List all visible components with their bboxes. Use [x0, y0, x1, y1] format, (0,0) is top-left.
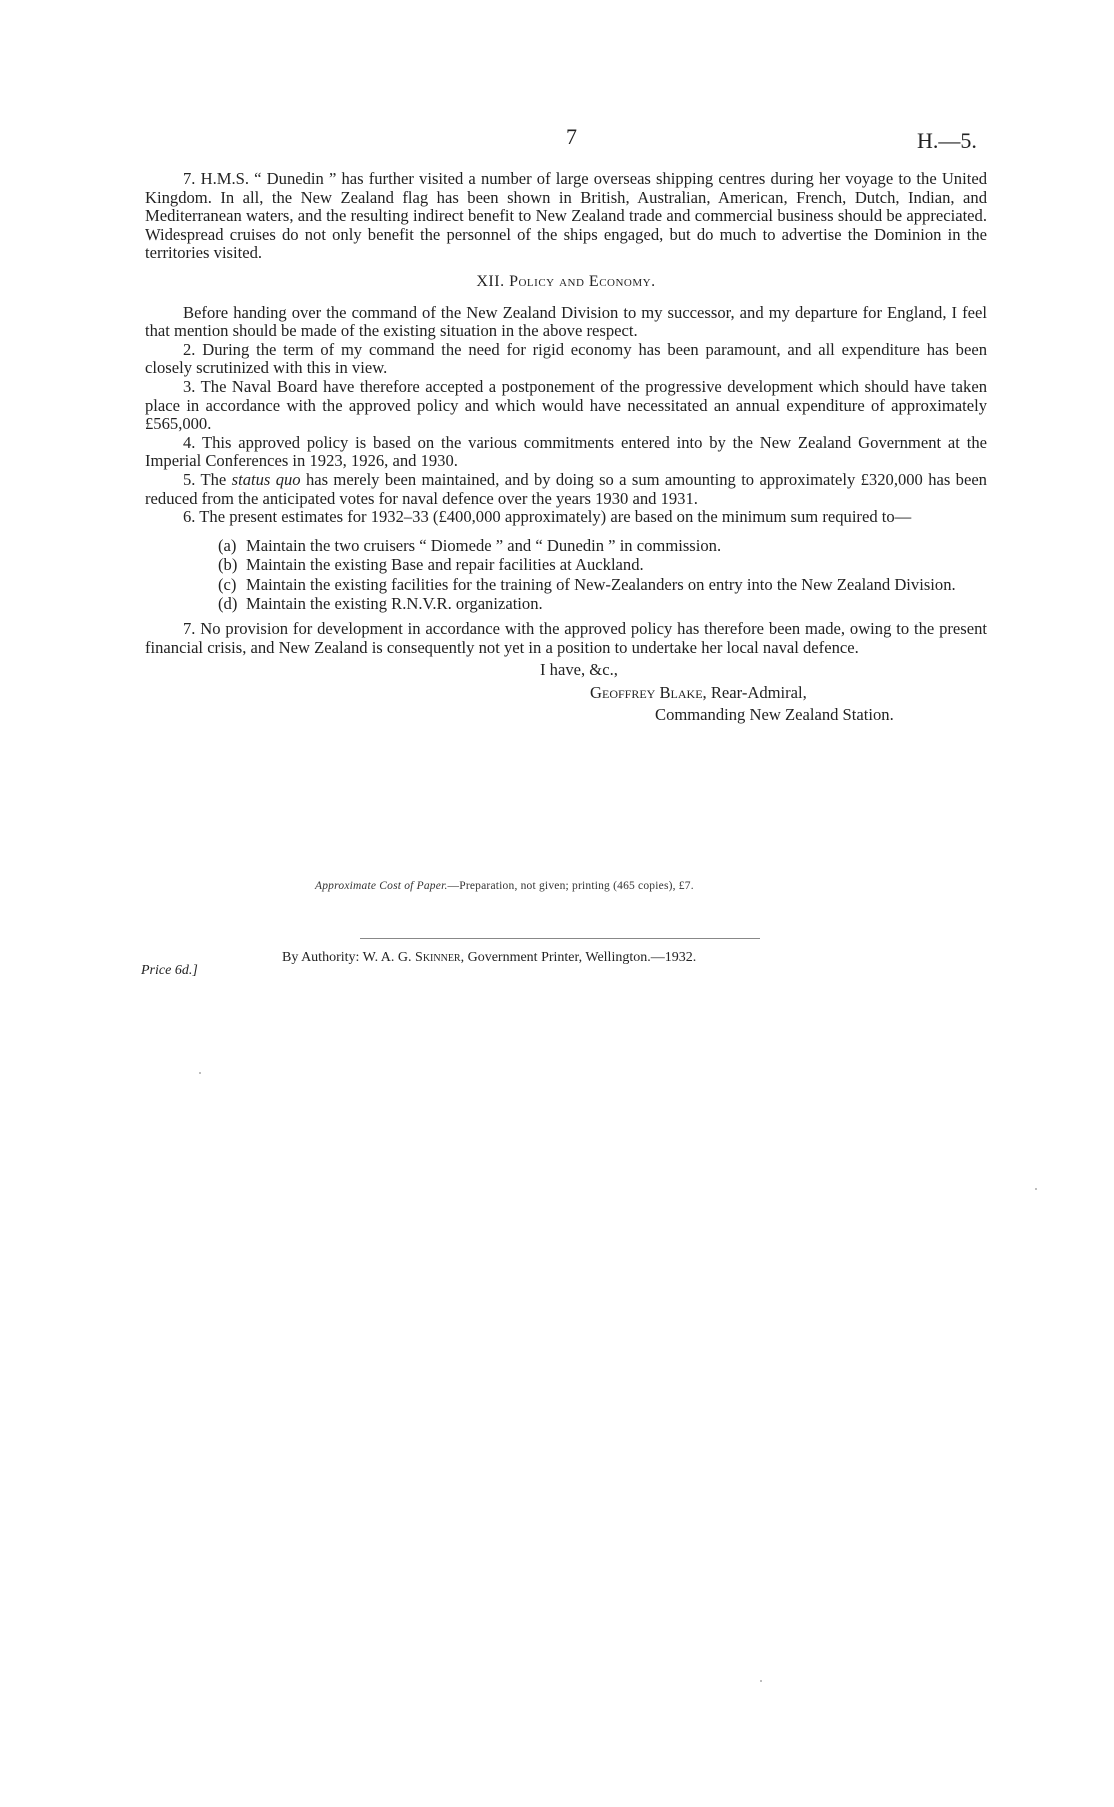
list-item-text: Maintain the existing R.N.V.R. organization. [246, 594, 543, 614]
signatory-name: Geoffrey Blake [590, 682, 703, 702]
paragraph-5-rest: has merely been maintained, and by doing so a sum amounting to approximately £320,000 has been reduced from the anticipated votes for naval defence over the years 1930 and 1931. [145, 469, 987, 508]
paragraph-intro: Before handing over the command of the New Zealand Division to my successor, and my departure for England, I feel that mention should be made of the existing situation in the above respect. [145, 302, 987, 341]
authority-start: By Authority: W. A. G. [282, 950, 412, 965]
paragraph-2: 2. During the term of my command the need for rigid economy has been paramount, and all expenditure has been closely scrutinized with this in view. [145, 339, 987, 378]
list-item [145, 576, 987, 595]
printer-authority [282, 950, 696, 966]
list-item [145, 556, 987, 575]
list-item [145, 537, 987, 556]
scan-speck [1035, 1188, 1037, 1190]
scan-speck [199, 1072, 201, 1074]
document-reference: H.—5. [917, 128, 977, 153]
authority-end: , Government Printer, Wellington.—1932. [460, 950, 697, 965]
signatory [145, 684, 987, 703]
cost-label: Approximate Cost of Paper. [315, 880, 448, 892]
page-number: 7 [566, 124, 577, 149]
list-item-text: Maintain the existing Base and repair facilities at Auckland. [246, 555, 644, 575]
list-item-label: (a) [218, 535, 237, 555]
paragraph-7-hms-dunedin: 7. H.M.S. “ Dunedin ” has further visited a number of large overseas shipping centres during her voyage to the United Kingdom. In all, the New Zealand flag has been shown in British, Australian, American, French, Dutch, Indian, and Mediterranean waters, and the resulting indirect benefit to New Zealand trade and commercial business should be appreciated. Widespread cruises do not only benefit the personnel of the ships engaged, but do much to advertise the Dominion in the territories visited. [145, 169, 987, 263]
paragraph-3: 3. The Naval Board have therefore accepted a postponement of the progressive development which should have taken place in accordance with the approved policy and which would have necessitated an annual expenditure of approximately £565,000. [145, 376, 987, 434]
section-number: XII. [476, 272, 505, 290]
list-item [145, 595, 987, 614]
list-item-label: (b) [218, 555, 238, 575]
paragraph-5-italic: status quo [231, 469, 301, 489]
section-heading [145, 273, 987, 292]
document-body [145, 170, 987, 729]
list-item-text: Maintain the existing facilities for the training of New-Zealanders on entry into the New Zealand Division. [246, 574, 956, 594]
price-note: Price 6d.] [141, 963, 198, 978]
list-item-text: Maintain the two cruisers “ Diomede ” and “ Dunedin ” in commission. [246, 535, 722, 555]
requirements-list [145, 537, 987, 614]
printer-name: Skinner [415, 950, 461, 965]
signatory-station: Commanding New Zealand Station. [655, 705, 894, 725]
list-item-label: (c) [218, 574, 237, 594]
salutation: I have, &c., [540, 660, 618, 680]
paragraph-5 [145, 471, 987, 508]
signatory-rank: , Rear-Admiral, [702, 682, 807, 702]
cost-of-paper-note [315, 880, 694, 892]
paragraph-4: 4. This approved policy is based on the various commitments entered into by the New Zealand Government at the Imperial Conferences in 1923, 1926, and 1930. [145, 432, 987, 471]
section-title: Policy and Economy. [509, 272, 656, 290]
signature-block [145, 661, 987, 725]
cost-text: —Preparation, not given; printing (465 copies), £7. [447, 880, 694, 892]
paragraph-6: 6. The present estimates for 1932–33 (£400,000 approximately) are based on the minimum sum required to— [183, 507, 912, 527]
list-item-label: (d) [218, 594, 238, 614]
paragraph-7-policy: 7. No provision for development in accordance with the approved policy has therefore been made, owing to the present financial crisis, and New Zealand is consequently not yet in a position to undertake her local naval defence. [145, 619, 987, 657]
scan-speck [760, 1680, 762, 1682]
footer-divider [360, 938, 760, 939]
paragraph-5-start: 5. The [183, 469, 227, 489]
